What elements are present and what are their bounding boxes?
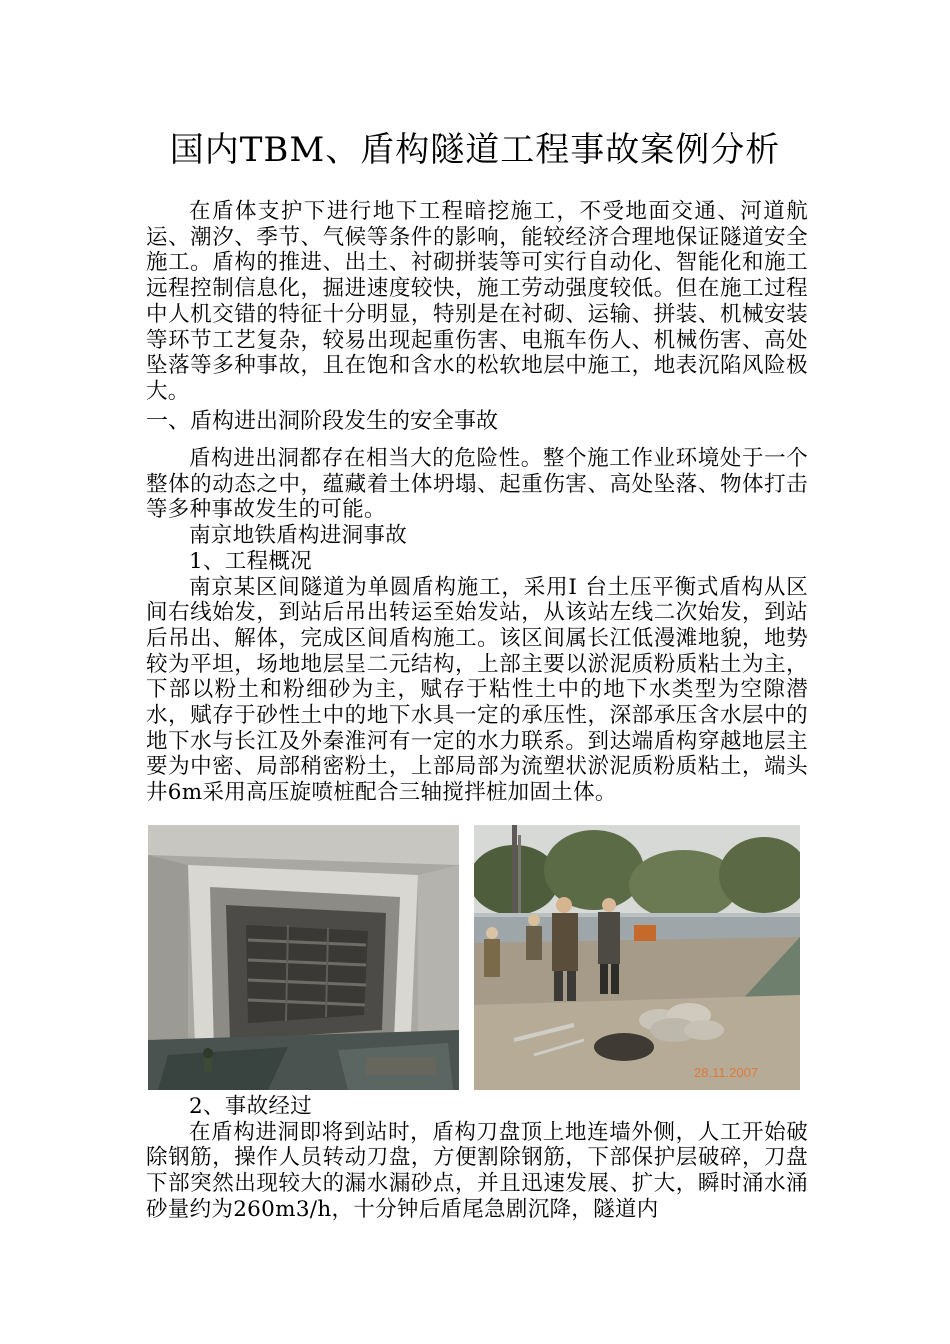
section-heading: 一、盾构进出洞阶段发生的安全事故 [146, 409, 499, 434]
incident-paragraph: 在盾构进洞即将到站时，盾构刀盘顶上地连墙外侧，人工开始破除钢筋，操作人员转动刀盘，方便割除钢筋，下部保护层破碎，刀盘下部突然出现较大的漏水漏砂点，并且迅速发展、扩大，瞬时涌水涌砂量约为260m3/h，十分钟后盾尾急剧沉降，隧道内 [146, 1119, 808, 1222]
photo2-stamp: 28.11.2007 [694, 1065, 759, 1080]
site-photo [474, 825, 800, 1090]
shaft-photo [148, 825, 459, 1090]
intro-paragraph: 在盾体支护下进行地下工程暗挖施工，不受地面交通、河道航运、潮汐、季节、气候等条件的影响，能较经济合理地保证隧道安全施工。盾构的推进、出土、衬砌拼装等可实行自动化、智能化和施工远程控制信息化，掘进速度较快，施工劳动强度较低。但在施工过程中人机交错的特征十分明显，特别是在衬砌、运输、拼装、机械安装等环节工艺复杂，较易出现起重伤害、电瓶车伤人、机械伤害、高处坠落等多种事故，且在饱和含水的松软地层中施工，地表沉陷风险极大。 [146, 199, 808, 404]
subsection-heading-overview: 1、工程概况 [189, 548, 312, 574]
incident-block [146, 1094, 808, 1223]
overview-paragraph: 南京某区间隧道为单圆盾构施工，采用Ⅰ 台土压平衡式盾构从区间右线始发，到站后吊出转运至始发站，从该站左线二次始发，到站后吊出、解体，完成区间盾构施工。该区间属长江低漫滩地貌，地势较为平坦，场地地层呈二元结构，上部主要以淤泥质粉质粘土为主，下部以粉土和粉细砂为主，赋存于粘性土中的地下水类型为空隙潜水，赋存于砂性土中的地下水具一定的承压性，深部承压含水层中的地下水与长江及外秦淮河有一定的水力联系。到达端盾构穿越地层主要为中密、局部稍密粉土，上部局部为流塑状淤泥质粉质粘土，端头井6m采用高压旋喷桩配合三轴搅拌桩加固土体。 [146, 574, 808, 806]
subsection-heading-incident: 2、事故经过 [189, 1094, 312, 1119]
section1-block [146, 446, 808, 806]
intro-block [146, 199, 808, 405]
document-title: 国内TBM、盾构隧道工程事故案例分析 [169, 130, 781, 170]
section1-paragraph: 盾构进出洞都存在相当大的危险性。整个施工作业环境处于一个整体的动态之中，蕴藏着土体坍塌、起重伤害、高处坠落、物体打击等多种事故发生的可能。 [146, 446, 808, 523]
case-title: 南京地铁盾构进洞事故 [189, 523, 408, 549]
